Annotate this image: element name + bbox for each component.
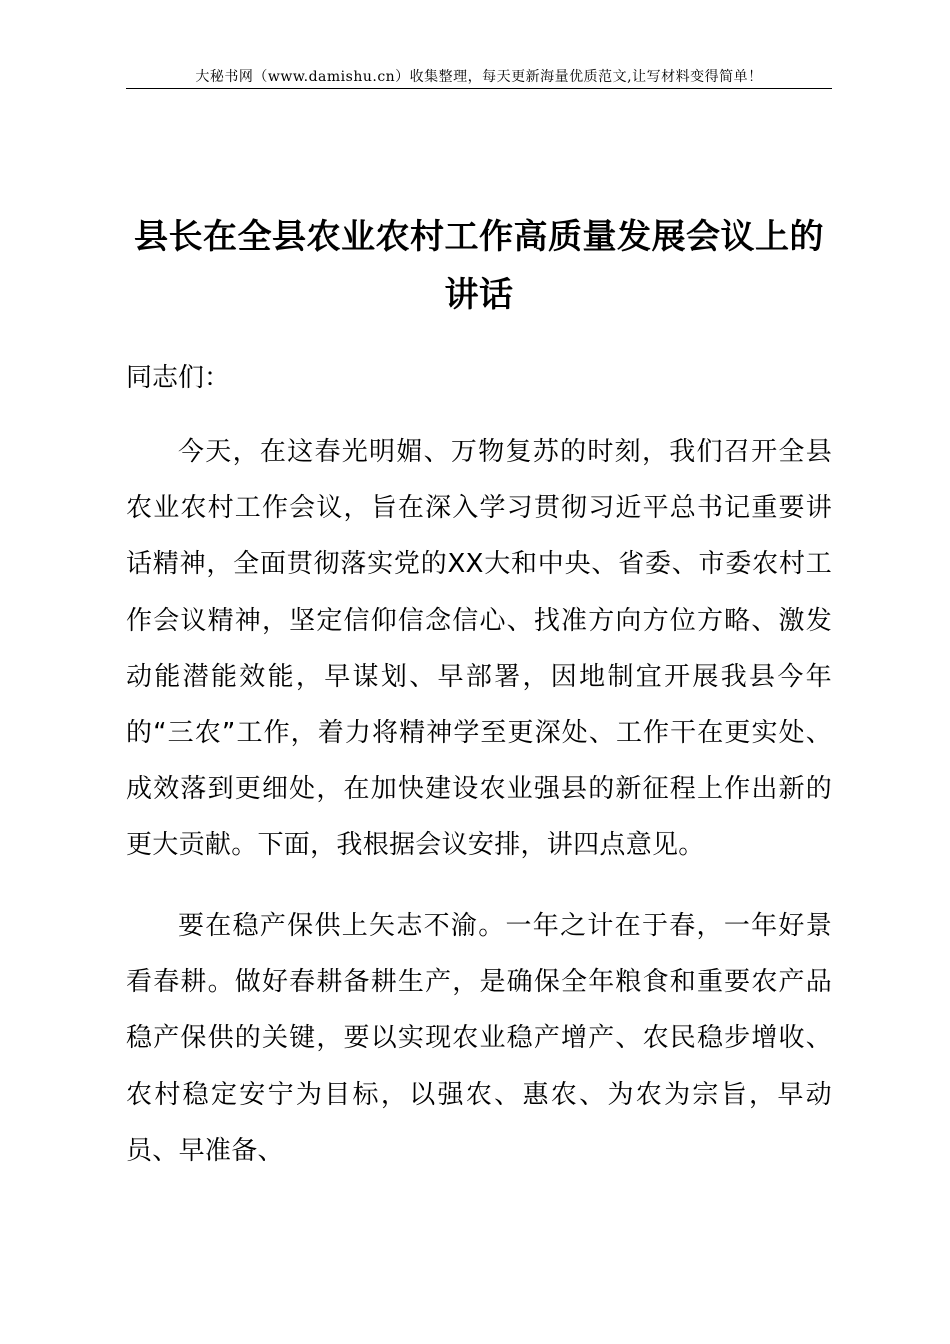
header-divider	[126, 88, 832, 89]
header-note: 大秘书网（www.damishu.cn）收集整理，每天更新海量优质范文,让写材料变得简单！	[195, 69, 763, 85]
paragraph-1: 今天，在这春光明媚、万物复苏的时刻，我们召开全县农业农村工作会议，旨在深入学习贯彻习近平总书记重要讲话精神，全面贯彻落实党的XX大和中央、省委、市委农村工作会议精神，坚定信仰信念信心、找准方向方位方略、激发动能潜能效能，早谋划、早部署，因地制宜开展我县今年的“三农”工作，着力将精神学至更深处、工作干在更实处、成效落到更细处，在加快建设农业强县的新征程上作出新的更大贡献。下面，我根据会议安排，讲四点意见。	[126, 437, 832, 861]
paragraph-2: 要在稳产保供上矢志不渝。一年之计在于春，一年好景看春耕。做好春耕备耕生产，是确保全年粮食和重要农产品稳产保供的关键，要以实现农业稳产增产、农民稳步增收、农村稳定安宁为目标，以强农、惠农、为农为宗旨，早动员、早准备、	[126, 911, 832, 1166]
title-line-1: 县长在全县农业农村工作高质量发展会议上的	[134, 217, 824, 257]
title-line-2: 讲话	[444, 275, 514, 315]
page-title	[126, 208, 832, 324]
salutation: 同志们：	[126, 363, 231, 393]
